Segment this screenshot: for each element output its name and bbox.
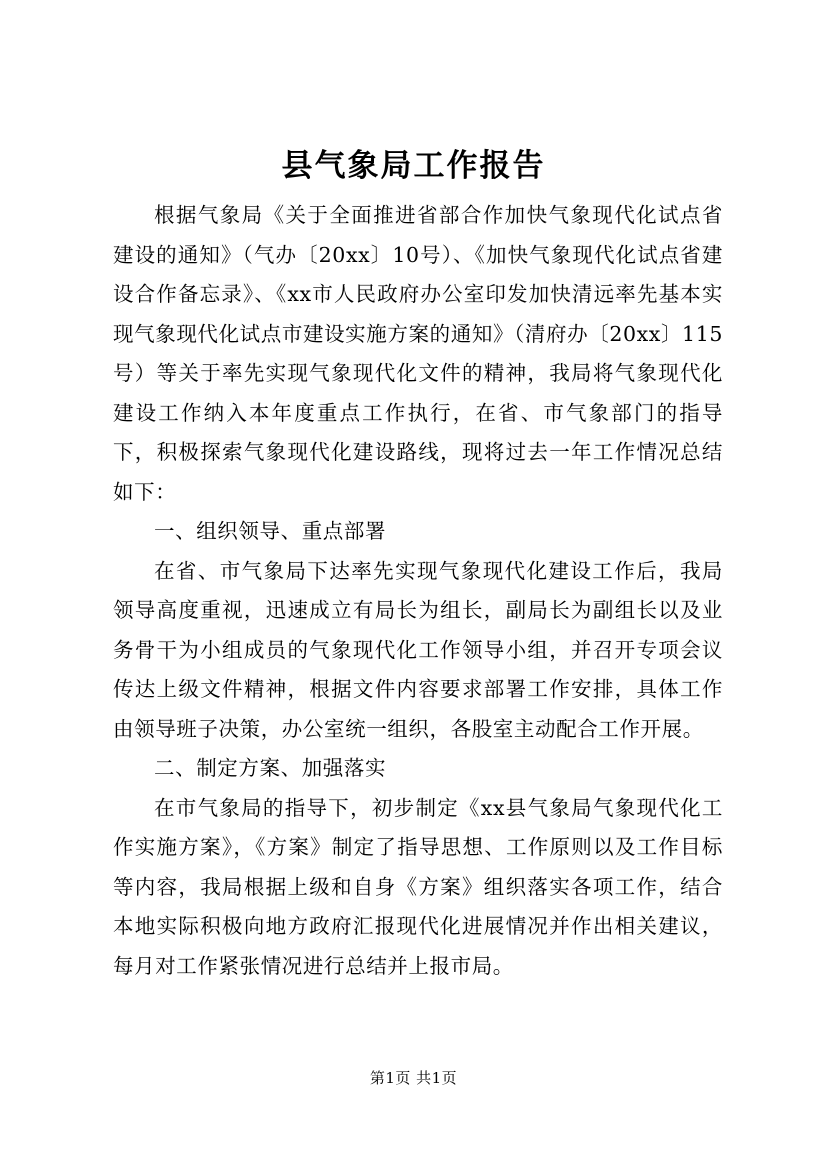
document-body: [113, 196, 723, 986]
intro-paragraph: 根据气象局《关于全面推进省部合作加快气象现代化试点省建设的通知》（气办〔20xx〕10号）、《加快气象现代化试点省建设合作备忘录》、《xx市人民政府办公室印发加快清远率先基本实现气象现代化试点市建设实施方案的通知》（清府办〔20xx〕115号）等关于率先实现气象现代化文件的精神，我局将气象现代化建设工作纳入本年度重点工作执行，在省、市气象部门的指导下，积极探索气象现代化建设路线，现将过去一年工作情况总结如下：: [113, 203, 723, 504]
section-2-paragraph: 在市气象局的指导下，初步制定《xx县气象局气象现代化工作实施方案》，《方案》制定了指导思想、工作原则以及工作目标等内容，我局根据上级和自身《方案》组织落实各项工作，结合本地实际积极向地方政府汇报现代化进展情况并作出相关建议，每月对工作紧张情况进行总结并上报市局。: [113, 795, 723, 978]
document-title: 县气象局工作报告: [281, 148, 546, 184]
section-heading-1: 一、组织领导、重点部署: [154, 519, 387, 543]
section-1-paragraph: 在省、市气象局下达率先实现气象现代化建设工作后，我局领导高度重视，迅速成立有局长为组长，副局长为副组长以及业务骨干为小组成员的气象现代化工作领导小组，并召开专项会议传达上级文件精神，根据文件内容要求部署工作安排，具体工作由领导班子决策，办公室统一组织，各股室主动配合工作开展。: [113, 558, 723, 741]
page-footer: 第1页 共1页: [369, 1069, 458, 1087]
section-heading-2: 二、制定方案、加强落实: [154, 756, 387, 780]
